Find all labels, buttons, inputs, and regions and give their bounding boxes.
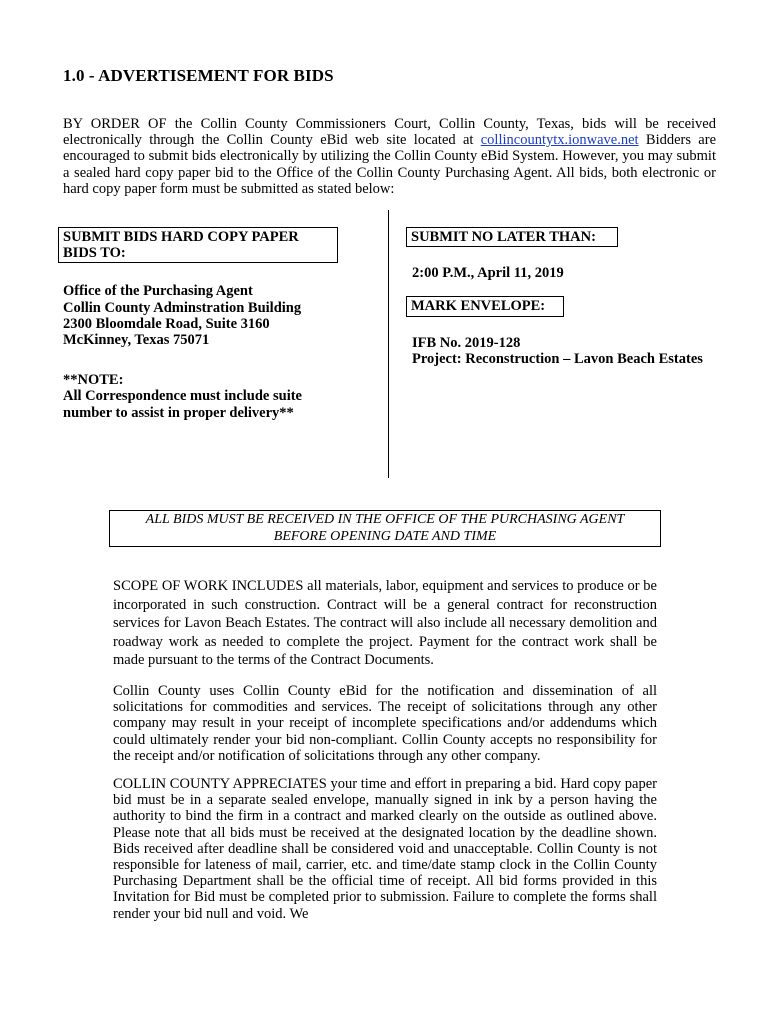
column-divider bbox=[388, 210, 389, 478]
notice-line: BEFORE OPENING DATE AND TIME bbox=[273, 528, 497, 544]
deadline-label: SUBMIT NO LATER THAN: bbox=[406, 227, 618, 247]
ebid-paragraph: Collin County uses Collin County eBid for the notification and dissemination of all solicitations for commodities and services. The receipt of solicitations through any other company may result in your receipt of incomplete specifications and/or addendums which could ultimately render your bid non-compliant. Collin County accepts no responsibility for the receipt and/or notification of solicitations through any other company. bbox=[113, 683, 657, 764]
office-address bbox=[58, 283, 378, 348]
bid-deadline-notice bbox=[109, 510, 661, 547]
note-label: **NOTE: bbox=[63, 372, 124, 389]
intro-text-end: Bidders are encouraged to submit bids electronically by utilizing the Collin County eBid System. However, you may submit a sealed hard copy paper bid to the Office of the Collin County Purchasing Agent. All bids, both electronic or hard copy paper form must be submitted as stated below: bbox=[63, 132, 717, 197]
mark-envelope-label: MARK ENVELOPE: bbox=[406, 296, 564, 316]
envelope-details bbox=[406, 335, 706, 367]
ifb-number: IFB No. 2019-128 bbox=[412, 334, 521, 351]
notice-line: ALL BIDS MUST BE RECEIVED IN THE OFFICE OF THE PURCHASING AGENT bbox=[145, 512, 625, 527]
submit-to-section bbox=[58, 227, 378, 421]
note-line: All Correspondence must include suite bbox=[63, 388, 302, 405]
correspondence-note bbox=[58, 372, 378, 421]
project-name: Project: Reconstruction – Lavon Beach Estates bbox=[412, 350, 703, 367]
office-line: Collin County Adminstration Building bbox=[63, 299, 302, 316]
office-line: Office of the Purchasing Agent bbox=[63, 283, 253, 300]
page-title: 1.0 - ADVERTISEMENT FOR BIDS bbox=[63, 66, 334, 85]
submit-to-label: SUBMIT BIDS HARD COPY PAPER BIDS TO: bbox=[58, 227, 338, 263]
appreciation-paragraph: COLLIN COUNTY APPRECIATES your time and effort in preparing a bid. Hard copy paper bid must be in a separate sealed envelope, manually signed in ink by a person having the authority to bind the firm in a contract and marked clearly on the outside as outlined above. Please note that all bids must be received at the designated location by the deadline shown. Bids received after deadline shall be considered void and unacceptable. Collin County is not responsible for lateness of mail, carrier, etc. and time/date stamp clock in the Collin County Purchasing Department shall be the official time of receipt. All bid forms provided in this Invitation for Bid must be completed prior to submission. Failure to complete the forms shall render your bid null and void. We bbox=[113, 776, 657, 922]
ebid-website-link[interactable]: collincountytx.ionwave.net bbox=[480, 132, 639, 149]
scope-of-work-paragraph: SCOPE OF WORK INCLUDES all materials, labor, equipment and services to produce or be incorporated in such construction. Contract will be a general contract for reconstruction services for Lavon Beach Estates. The contract will also include all necessary demolition and roadway work as needed to complete the project. Payment for the contract work shall be made pursuant to the terms of the Contract Documents. bbox=[113, 578, 657, 669]
office-line: 2300 Bloomdale Road, Suite 3160 bbox=[63, 315, 270, 332]
note-line: number to assist in proper delivery** bbox=[63, 404, 294, 421]
mark-envelope-wrap bbox=[406, 296, 706, 316]
office-line: McKinney, Texas 75071 bbox=[63, 332, 210, 349]
intro-text-start: BY ORDER OF the Collin County Commissioners Court, Collin County, Texas, bids will be received electronically through the Collin County eBid web site located at bbox=[63, 116, 716, 149]
deadline-section bbox=[406, 227, 706, 367]
intro-paragraph bbox=[63, 116, 716, 197]
deadline-value: 2:00 P.M., April 11, 2019 bbox=[412, 265, 564, 282]
